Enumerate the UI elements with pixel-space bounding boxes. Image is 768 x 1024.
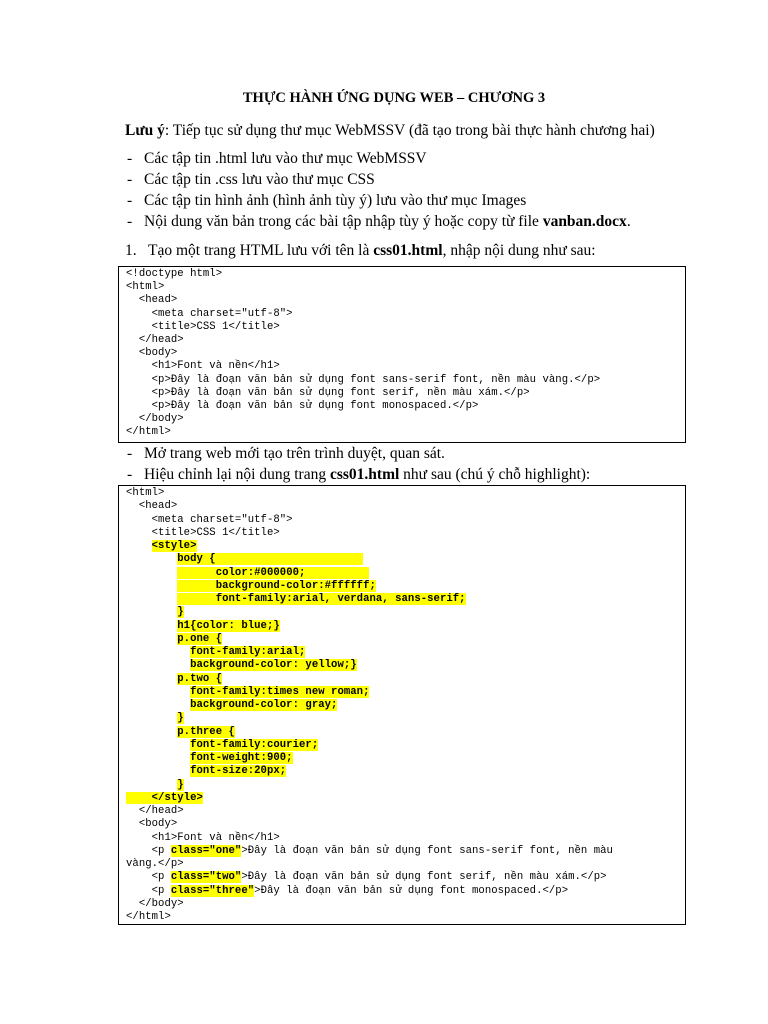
list-item-end: . bbox=[626, 213, 631, 230]
code-line: </head> bbox=[126, 334, 184, 346]
code-text: <html> bbox=[126, 487, 165, 499]
code-text bbox=[126, 593, 177, 605]
list-item-text: Mở trang web mới tạo trên trình duyệt, quan sát. bbox=[144, 445, 445, 462]
code-line bbox=[126, 752, 293, 765]
list-item-text: Nội dung văn bản trong các bài tập nhập tùy ý hoặc copy từ file bbox=[144, 213, 543, 230]
code-line: <p>Đây là đoạn văn bản sử dụng font monospaced.</p> bbox=[126, 400, 479, 412]
code-text bbox=[126, 699, 190, 711]
list-item bbox=[127, 192, 526, 210]
step-number: 1. bbox=[125, 242, 137, 259]
code-line: <head> bbox=[126, 294, 178, 307]
list-item-text: Hiệu chỉnh lại nội dung trang bbox=[144, 466, 330, 483]
code-line bbox=[126, 646, 305, 659]
highlighted-code: <style> bbox=[151, 540, 197, 552]
code-text bbox=[126, 606, 177, 618]
highlighted-code: font-family:arial; bbox=[190, 646, 306, 658]
highlighted-code: font-family:courier; bbox=[190, 738, 319, 751]
code-line bbox=[126, 765, 286, 778]
code-line: </body> bbox=[126, 413, 184, 426]
code-line bbox=[126, 726, 235, 739]
code-line bbox=[126, 514, 293, 527]
file-name: css01.html bbox=[329, 466, 400, 483]
highlighted-code: color:#000000; bbox=[177, 566, 370, 579]
bullet-dash: - bbox=[127, 466, 133, 483]
code-line: <h1>Font và nền</h1> bbox=[126, 360, 280, 373]
list-item bbox=[127, 445, 445, 463]
highlighted-code: h1{color: blue;} bbox=[177, 619, 280, 632]
code-line bbox=[126, 593, 466, 606]
code-line bbox=[126, 567, 369, 580]
highlighted-code: font-weight:900; bbox=[190, 752, 293, 764]
highlighted-code: font-family:times new roman; bbox=[190, 685, 370, 698]
code-text: </head> bbox=[126, 805, 184, 817]
note-line bbox=[125, 122, 655, 140]
list-item bbox=[127, 150, 427, 168]
code-text bbox=[126, 659, 190, 671]
code-text: <h1>Font và nền</h1> bbox=[126, 831, 280, 844]
code-text bbox=[126, 673, 177, 685]
step-text-end: , nhập nội dung như sau: bbox=[442, 242, 596, 259]
code-text bbox=[126, 779, 177, 791]
bullet-dash: - bbox=[127, 171, 133, 188]
highlighted-code: class="two" bbox=[170, 871, 242, 884]
code-text bbox=[126, 540, 152, 552]
bullet-dash: - bbox=[127, 445, 133, 462]
code-text: <p bbox=[126, 871, 171, 884]
code-line bbox=[126, 885, 568, 898]
code-text: >Đây là đoạn văn bản sử dụng font sans-serif font, nền màu bbox=[241, 844, 613, 857]
code-text: </body> bbox=[126, 897, 184, 910]
code-text bbox=[126, 580, 177, 592]
highlighted-code: p.three { bbox=[177, 725, 235, 738]
code-line: <title>CSS 1</title> bbox=[126, 320, 280, 333]
code-line: <p>Đây là đoạn văn bản sử dụng font sans-serif font, nền màu vàng.</p> bbox=[126, 373, 601, 386]
code-text bbox=[126, 712, 177, 724]
note-text: : Tiếp tục sử dụng thư mục WebMSSV (đã tạo trong bài thực hành chương hai) bbox=[164, 122, 655, 139]
highlighted-code: class="one" bbox=[170, 844, 242, 857]
code-text: </html> bbox=[126, 911, 171, 923]
code-text bbox=[126, 620, 177, 632]
highlighted-code: class="three" bbox=[170, 884, 255, 897]
code-line bbox=[126, 699, 337, 712]
highlighted-code: p.one { bbox=[177, 632, 223, 645]
bullet-dash: - bbox=[127, 213, 133, 230]
code-text bbox=[126, 765, 190, 777]
code-line bbox=[126, 911, 171, 924]
list-item-text: Các tập tin .html lưu vào thư mục WebMSSV bbox=[144, 150, 427, 167]
list-item bbox=[127, 466, 590, 484]
code-line bbox=[126, 500, 177, 513]
code-line bbox=[126, 633, 222, 646]
highlighted-code: } bbox=[177, 778, 184, 791]
code-text bbox=[126, 646, 190, 658]
code-line: <meta charset="utf-8"> bbox=[126, 307, 293, 320]
highlighted-code: background-color:#ffffff; bbox=[177, 579, 376, 592]
code-line bbox=[126, 779, 184, 792]
code-line bbox=[126, 792, 203, 805]
code-text: <body> bbox=[126, 818, 178, 831]
highlighted-code: } bbox=[177, 606, 184, 619]
highlighted-code: } bbox=[177, 712, 184, 725]
code-line bbox=[126, 540, 197, 553]
step-text: Tạo một trang HTML lưu với tên là bbox=[148, 242, 374, 259]
highlighted-code: font-family:arial, verdana, sans-serif; bbox=[177, 593, 466, 605]
highlighted-code: background-color: gray; bbox=[190, 699, 338, 711]
code-line bbox=[126, 805, 184, 818]
code-text bbox=[126, 739, 190, 751]
code-line bbox=[126, 673, 222, 686]
list-item-text: Các tập tin .css lưu vào thư mục CSS bbox=[144, 171, 375, 188]
code-text bbox=[126, 686, 190, 698]
code-line bbox=[126, 832, 280, 845]
code-line bbox=[126, 487, 164, 500]
code-line bbox=[126, 871, 607, 884]
code-block-2 bbox=[118, 485, 686, 925]
code-line bbox=[126, 845, 613, 858]
highlighted-code: </style> bbox=[126, 791, 203, 804]
code-line bbox=[126, 659, 357, 672]
code-text: >Đây là đoạn văn bản sử dụng font monospaced.</p> bbox=[254, 884, 569, 897]
code-text: <head> bbox=[126, 500, 178, 513]
page-title: THỰC HÀNH ỨNG DỤNG WEB – CHƯƠNG 3 bbox=[242, 90, 546, 106]
code-line: <html> bbox=[126, 281, 165, 294]
code-line bbox=[126, 580, 376, 593]
code-text bbox=[126, 726, 177, 738]
list-item-end: như sau (chú ý chỗ highlight): bbox=[399, 466, 591, 483]
code-line bbox=[126, 553, 363, 566]
code-line bbox=[126, 898, 184, 911]
list-item-text: Các tập tin hình ảnh (hình ảnh tùy ý) lưu vào thư mục Images bbox=[144, 192, 527, 209]
highlighted-code: p.two { bbox=[177, 672, 223, 685]
code-text bbox=[126, 553, 177, 565]
code-text bbox=[126, 567, 177, 579]
code-text: vàng.</p> bbox=[126, 858, 184, 870]
list-item bbox=[127, 171, 375, 189]
note-label: Lưu ý bbox=[125, 122, 165, 139]
step-file-name: css01.html bbox=[373, 242, 443, 259]
code-text: <title>CSS 1</title> bbox=[126, 526, 280, 539]
code-line: <!doctype html> bbox=[126, 268, 223, 280]
code-text bbox=[126, 633, 177, 645]
bullet-dash: - bbox=[127, 150, 133, 167]
bullet-dash: - bbox=[127, 192, 133, 209]
file-name: vanban.docx bbox=[542, 213, 627, 230]
code-line bbox=[126, 606, 184, 619]
code-line bbox=[126, 527, 280, 540]
code-line bbox=[126, 858, 184, 871]
code-line: <p>Đây là đoạn văn bản sử dụng font serif, nền màu xám.</p> bbox=[126, 386, 530, 399]
highlighted-code: font-size:20px; bbox=[190, 765, 287, 778]
highlighted-code: body { bbox=[177, 553, 364, 566]
code-block-1 bbox=[118, 266, 686, 443]
code-text: <p bbox=[126, 884, 171, 897]
code-line: <body> bbox=[126, 347, 178, 360]
step-1 bbox=[125, 242, 596, 260]
code-text: <p bbox=[126, 844, 171, 857]
code-text: <meta charset="utf-8"> bbox=[126, 513, 293, 526]
code-text bbox=[126, 752, 190, 764]
highlighted-code: background-color: yellow;} bbox=[190, 659, 357, 672]
code-line bbox=[126, 686, 369, 699]
list-item bbox=[127, 213, 631, 231]
code-line bbox=[126, 712, 184, 725]
code-line: </html> bbox=[126, 426, 171, 439]
code-text: >Đây là đoạn văn bản sử dụng font serif, nền màu xám.</p> bbox=[241, 871, 607, 884]
code-line bbox=[126, 739, 318, 752]
code-line bbox=[126, 818, 177, 831]
code-line bbox=[126, 620, 280, 633]
